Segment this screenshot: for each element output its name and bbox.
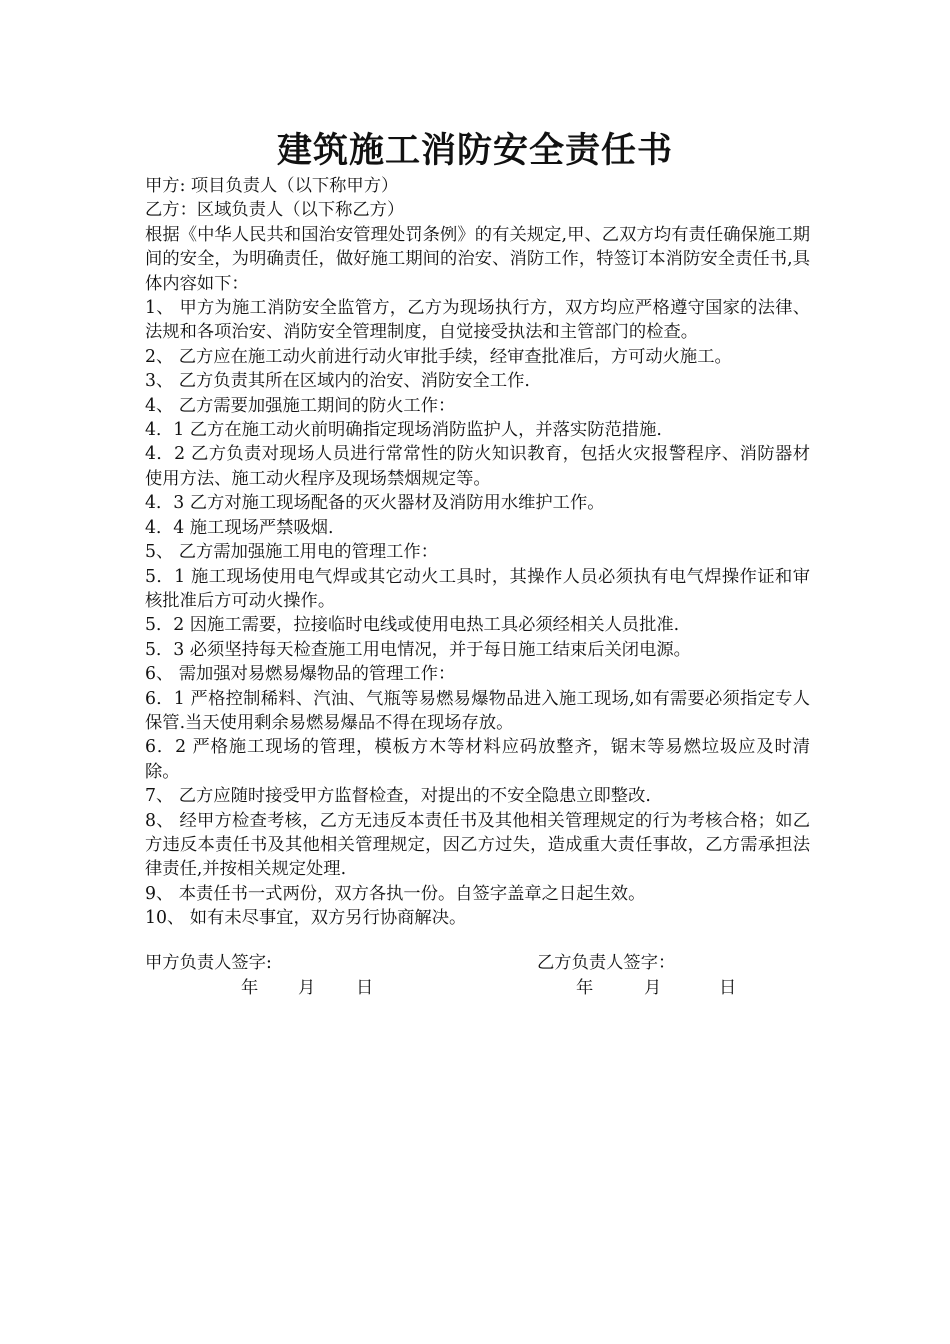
clause-6-1: 6．1 严格控制稀料、汽油、气瓶等易燃易爆物品进入施工现场,如有需要必须指定专人保管.当天使用剩余易燃易爆品不得在现场存放。 <box>145 688 810 733</box>
clause-5-1: 5．1 施工现场使用电气焊或其它动火工具时，其操作人员必须执有电气焊操作证和审核批准后方可动火操作。 <box>145 566 810 611</box>
clause-6: 6、 需加强对易燃易爆物品的管理工作： <box>145 664 456 685</box>
clause-5-3: 5．3 必须坚持每天检查施工用电情况，并于每日施工结束后关闭电源。 <box>145 639 691 660</box>
clause-3: 3、 乙方负责其所在区域内的治安、消防安全工作. <box>145 371 530 392</box>
party-a-line: 甲方: 项目负责人（以下称甲方） <box>145 176 399 196</box>
party-b-signature-label: 乙方负责人签字： <box>537 952 676 973</box>
party-a-date-day: 日 <box>356 977 374 998</box>
party-a-date-month: 月 <box>298 977 316 998</box>
clause-4: 4、 乙方需要加强施工期间的防火工作： <box>145 395 456 416</box>
party-b-date-day: 日 <box>719 977 737 998</box>
signature-date-row <box>145 976 810 1001</box>
party-b-date-year: 年 <box>576 977 594 998</box>
clause-5: 5、 乙方需加强施工用电的管理工作： <box>145 542 438 563</box>
clause-10: 10、 如有未尽事宜，双方另行协商解决。 <box>145 908 467 929</box>
signature-row <box>145 951 810 976</box>
clause-1: 1、 甲方为施工消防安全监管方，乙方为现场执行方，双方均应严格遵守国家的法律、法规和各项治安、消防安全管理制度，自觉接受执法和主管部门的检查。 <box>145 298 810 343</box>
party-a-signature-label: 甲方负责人签字: <box>145 952 272 973</box>
clause-4-1: 4．1 乙方在施工动火前明确指定现场消防监护人，并落实防范措施. <box>145 420 662 441</box>
document-title: 建筑施工消防安全责任书 <box>276 130 673 171</box>
clause-9: 9、 本责任书一式两份，双方各执一份。自签字盖章之日起生效。 <box>145 883 646 904</box>
clause-4-2: 4．2 乙方负责对现场人员进行常常性的防火知识教育，包括火灾报警程序、消防器材使用方法、施工动火程序及现场禁烟规定等。 <box>145 444 810 489</box>
clause-2: 2、 乙方应在施工动火前进行动火审批手续，经审查批准后，方可动火施工。 <box>145 346 732 367</box>
party-b-line: 乙方：区域负责人（以下称乙方） <box>145 200 405 221</box>
clause-5-2: 5．2 因施工需要，拉接临时电线或使用电热工具必须经相关人员批准. <box>145 615 680 636</box>
party-b-date-month: 月 <box>644 977 662 998</box>
party-a-date-year: 年 <box>241 977 259 998</box>
clause-8: 8、 经甲方检查考核，乙方无违反本责任书及其他相关管理规定的行为考核合格；如乙方违反本责任书及其他相关管理规定，因乙方过失，造成重大责任事故，乙方需承担法律责任,并按相关规定处理. <box>145 810 810 880</box>
clause-6-2: 6．2 严格施工现场的管理，模板方木等材料应码放整齐，锯末等易燃垃圾应及时清除。 <box>145 737 810 782</box>
clause-4-4: 4．4 施工现场严禁吸烟. <box>145 517 334 538</box>
preamble-paragraph: 根据《中华人民共和国治安管理处罚条例》的有关规定,甲、乙双方均有责任确保施工期间的安全，为明确责任，做好施工期间的治安、消防工作，特签订本消防安全责任书,具体内容如下： <box>145 224 810 294</box>
clause-4-3: 4．3 乙方对施工现场配备的灭火器材及消防用水维护工作。 <box>145 493 605 514</box>
document-body <box>145 174 810 1001</box>
clause-7: 7、 乙方应随时接受甲方监督检查，对提出的不安全隐患立即整改. <box>145 786 651 807</box>
signature-gap <box>145 931 810 951</box>
